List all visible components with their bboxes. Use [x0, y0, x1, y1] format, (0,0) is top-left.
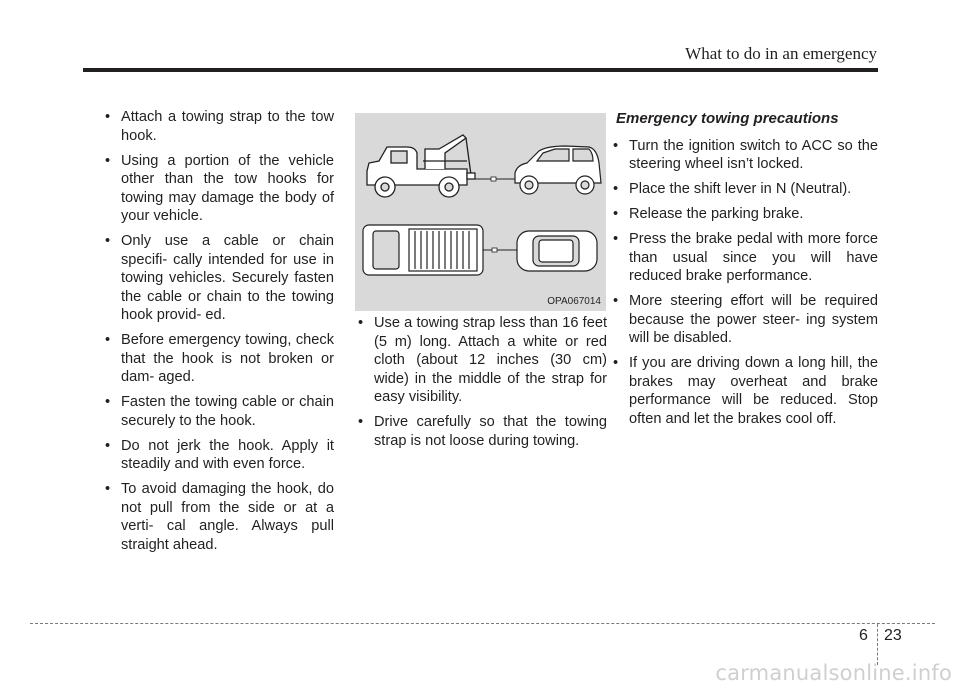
right-bullet-list [608, 137, 878, 429]
right-column [608, 108, 878, 435]
bullet-shift-neutral: • Place the shift lever in N (Neutral). [608, 180, 878, 199]
bullet-long-hill: • If you are driving down a long hill, the brakes may overheat and brake performance will be reduced. Stop often and let the brakes cool off. [608, 354, 878, 428]
towed-car-side-icon [515, 146, 601, 194]
bullet-parking-brake: • Release the parking brake. [608, 205, 878, 224]
middle-column [353, 314, 607, 457]
chapter-number: 6 [859, 627, 868, 644]
bullet-no-jerk: • Do not jerk the hook. Apply it steadily and with even force. [100, 437, 334, 474]
bullet-cable-chain: • Only use a cable or chain specifi- cally intended for use in towing vehicles. Securely fasten the cable or chain to the towing hook provid- ed. [100, 232, 334, 325]
middle-bullet-list [353, 314, 607, 450]
left-column [100, 108, 334, 561]
bullet-pull-straight: • To avoid damaging the hook, do not pull from the side or at a verti- cal angle. Always pull straight ahead. [100, 480, 334, 554]
towing-illustration [355, 113, 606, 311]
section-header-title: What to do in an emergency [685, 44, 877, 63]
tow-truck-side-icon [367, 135, 475, 197]
bullet-check-hook: • Before emergency towing, check that the hook is not broken or dam- aged. [100, 331, 334, 387]
page-number-divider [877, 624, 878, 665]
figure-code: OPA067014 [547, 296, 601, 307]
towing-diagram [355, 113, 606, 311]
bullet-ignition-acc: • Turn the ignition switch to ACC so the steering wheel isn’t locked. [608, 137, 878, 174]
bullet-attach-strap: • Attach a towing strap to the tow hook. [100, 108, 334, 145]
bullet-steering-effort: • More steering effort will be required because the power steer- ing system will be disabled. [608, 292, 878, 348]
bullet-strap-length: • Use a towing strap less than 16 feet (5 m) long. Attach a white or red cloth (about 12 inches (30 cm) wide) in the middle of the strap for easy visibility. [353, 314, 607, 407]
precautions-heading: Emergency towing precautions [616, 110, 839, 127]
bullet-fasten-cable: • Fasten the towing cable or chain securely to the hook. [100, 393, 334, 430]
tow-truck-top-icon [363, 225, 483, 275]
towed-car-top-icon [517, 231, 597, 271]
watermark: carmanualsonline.info [715, 661, 952, 685]
page-number: 23 [884, 627, 902, 644]
header-rule [83, 68, 878, 72]
left-bullet-list [100, 108, 334, 554]
bullet-drive-carefully: • Drive carefully so that the towing strap is not loose during towing. [353, 413, 607, 450]
footer-rule [30, 623, 935, 624]
bullet-body-damage: • Using a portion of the vehicle other than the tow hooks for towing may damage the body of your vehicle. [100, 152, 334, 226]
bullet-brake-pedal: • Press the brake pedal with more force than usual since you will have reduced brake performance. [608, 230, 878, 286]
